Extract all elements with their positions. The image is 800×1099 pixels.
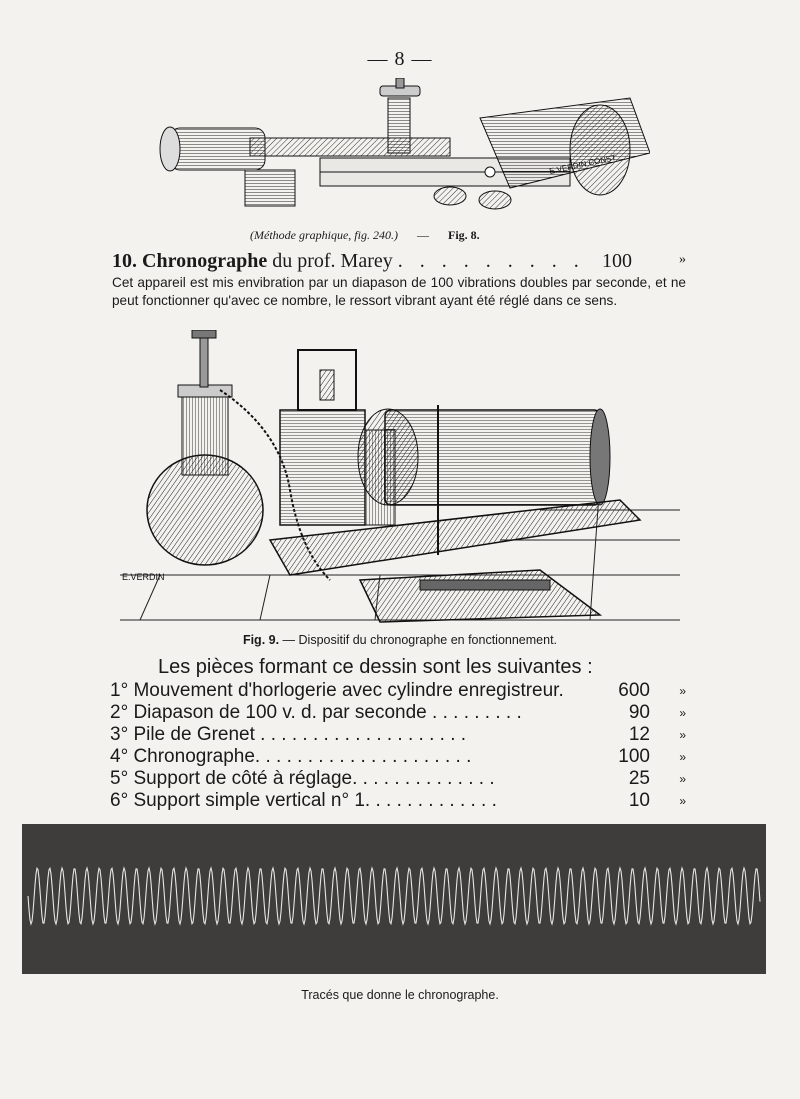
part-mark: » bbox=[679, 750, 686, 764]
parts-list bbox=[110, 680, 690, 812]
figure-8-caption bbox=[250, 228, 610, 243]
part-mark: » bbox=[679, 684, 686, 698]
figure-8-engraving bbox=[150, 78, 650, 228]
part-price: 100 bbox=[618, 746, 650, 767]
figure-8-label: Fig. 8. bbox=[447, 228, 480, 242]
svg-text:E.VERDIN CONST: E.VERDIN CONST bbox=[548, 153, 617, 176]
part-mark: » bbox=[679, 728, 686, 742]
page-number: — 8 — bbox=[367, 48, 433, 70]
chronograph-trace-plate bbox=[22, 824, 766, 974]
part-label: 4° Chronographe. . . . . . . . . . . . . . . . . . . . . bbox=[110, 746, 472, 767]
list-item bbox=[110, 746, 690, 768]
item-description: Cet appareil est mis envibration par un diapason de 100 vibrations doubles par seconde, et ne peut fonctionner qu'avec ce nombre, le ressort vibrant ayant été réglé dans ce sens. bbox=[112, 275, 686, 308]
list-item bbox=[110, 790, 690, 812]
part-price: 12 bbox=[628, 724, 650, 745]
item-number: 10. bbox=[112, 250, 137, 272]
part-price: 600 bbox=[618, 680, 650, 701]
part-label: 1° Mouvement d'horlogerie avec cylindre enregistreur. bbox=[110, 680, 564, 701]
figure-9-caption bbox=[0, 633, 800, 647]
svg-text:E.VERDIN: E.VERDIN bbox=[122, 572, 165, 582]
chronograph-trace-wave bbox=[22, 824, 766, 974]
item-leader-dots: . . . . . . . . . bbox=[397, 250, 585, 272]
part-mark: » bbox=[679, 706, 686, 720]
item-heading bbox=[112, 250, 692, 273]
list-item bbox=[110, 724, 690, 746]
figure-9-text: — Dispositif du chronographe en fonctionnement. bbox=[279, 633, 558, 647]
part-mark: » bbox=[679, 772, 686, 786]
parts-intro: Les pièces formant ce dessin sont les suivantes : bbox=[158, 656, 593, 678]
part-label: 5° Support de côté à réglage. . . . . . . . . . . . . . bbox=[110, 768, 495, 789]
list-item bbox=[110, 680, 690, 702]
part-label: 2° Diapason de 100 v. d. par seconde . . . . . . . . . bbox=[110, 702, 522, 723]
part-price: 25 bbox=[628, 768, 650, 789]
part-price: 90 bbox=[628, 702, 650, 723]
list-item bbox=[110, 768, 690, 790]
figure-9-label: Fig. 9. bbox=[242, 633, 280, 647]
item-title: Chronographe bbox=[142, 250, 268, 272]
part-price: 10 bbox=[628, 790, 650, 811]
item-subtitle: du prof. Marey bbox=[267, 250, 393, 272]
item-price: 100 bbox=[602, 250, 632, 272]
list-item bbox=[110, 702, 690, 724]
trace-caption: Tracés que donne le chronographe. bbox=[301, 988, 499, 1002]
part-mark: » bbox=[679, 794, 686, 808]
part-label: 6° Support simple vertical n° 1. . . . . . . . . . . . . bbox=[110, 790, 497, 811]
figure-9-engraving bbox=[120, 330, 680, 625]
figure-8-source: (Méthode graphique, fig. 240.) bbox=[250, 228, 398, 242]
item-currency-mark: » bbox=[679, 252, 686, 267]
part-label: 3° Pile de Grenet . . . . . . . . . . . . . . . . . . . . bbox=[110, 724, 467, 745]
figure-8-dash: — bbox=[416, 228, 429, 242]
